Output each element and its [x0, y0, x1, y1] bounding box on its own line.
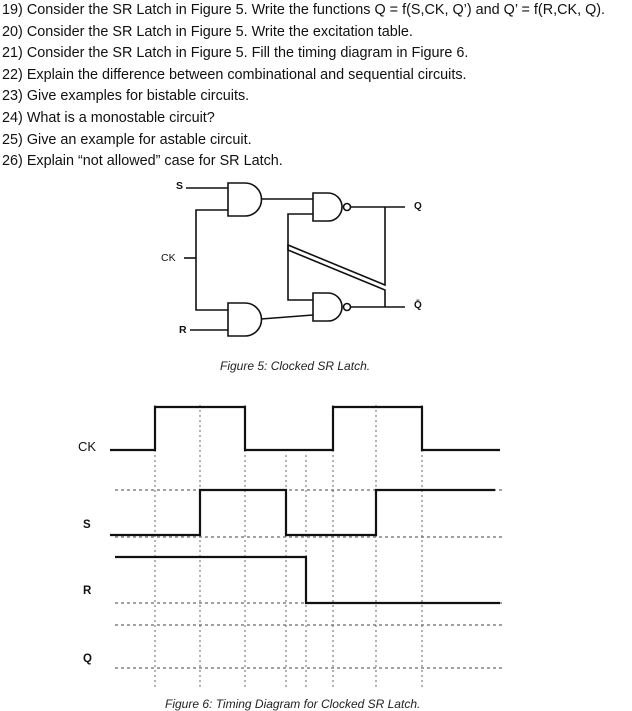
question-number: 26) — [2, 153, 23, 170]
question-text: Consider the SR Latch in Figure 5. Write the excitation table. — [26, 23, 413, 40]
question-text: Give examples for bistable circuits. — [26, 88, 250, 105]
question-number: 20) — [2, 23, 23, 40]
question-number: 24) — [2, 109, 23, 126]
r-waveform — [115, 557, 500, 603]
ck-waveform — [110, 407, 500, 450]
question-number: 21) — [2, 45, 23, 62]
question-text: Consider the SR Latch in Figure 5. Fill the timing diagram in Figure 6. — [26, 45, 469, 62]
s-input-label: S — [176, 180, 184, 192]
question-text: Explain the difference between combinational and sequential circuits. — [26, 66, 467, 83]
timing-label-ck: CK — [78, 439, 97, 454]
r-input-label: R — [179, 324, 187, 336]
timing-label-s: S — [83, 519, 91, 531]
q-bar-output-label: Q̄ — [414, 300, 422, 311]
question-text: What is a monostable circuit? — [26, 109, 215, 126]
question-text: Explain “not allowed” case for SR Latch. — [26, 153, 283, 170]
timing-label-r: R — [83, 585, 92, 597]
ck-input-label: CK — [161, 252, 176, 264]
figure5-caption: Figure 5: Clocked SR Latch. — [220, 359, 371, 373]
timing-label-q: Q — [83, 653, 92, 665]
question-number: 25) — [2, 131, 23, 148]
figure6-caption: Figure 6: Timing Diagram for Clocked SR Latch. — [165, 697, 421, 711]
question-number: 23) — [2, 88, 23, 105]
s-waveform — [110, 490, 495, 535]
question-text: Give an example for astable circuit. — [26, 131, 252, 148]
question-number: 19) — [2, 2, 23, 18]
question-text: Consider the SR Latch in Figure 5. Write the functions Q = f(S,CK, Q’) and Q’ = f(R,CK, Q). — [26, 2, 606, 18]
q-output-label: Q — [414, 201, 422, 212]
question-number: 22) — [2, 66, 23, 83]
